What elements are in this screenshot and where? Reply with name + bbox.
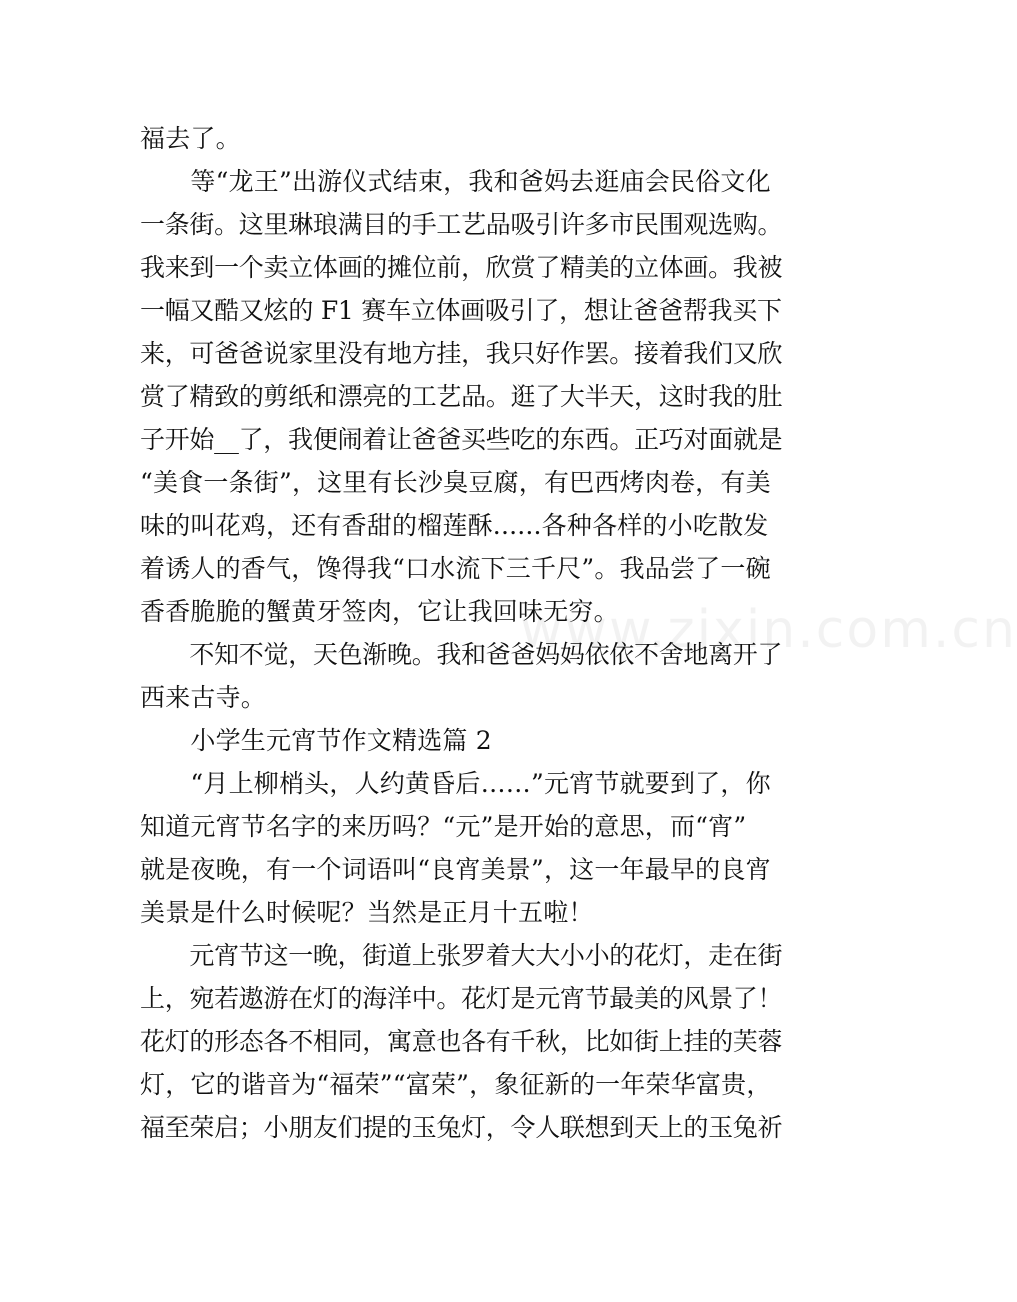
text-line: 美景是什么时候呢？当然是正月十五啦！ <box>140 898 594 927</box>
text-line: 来，可爸爸说家里没有地方挂，我只好作罢。接着我们又欣 <box>140 339 783 368</box>
text-line: 福至荣启；小朋友们提的玉兔灯，令人联想到天上的玉兔祈 <box>140 1113 783 1142</box>
text-line: 赏了精致的剪纸和漂亮的工艺品。逛了大半天，这时我的肚 <box>140 382 783 411</box>
text-line: 我来到一个卖立体画的摊位前，欣赏了精美的立体画。我被 <box>140 253 783 282</box>
text-line: 花灯的形态各不相同，寓意也各有千秋，比如街上挂的芙蓉 <box>140 1027 783 1056</box>
text-line: 味的叫花鸡，还有香甜的榴莲酥......各种各样的小吃散发 <box>140 511 769 540</box>
text-line: 香香脆脆的蟹黄牙签肉，它让我回味无穷。 <box>140 597 619 626</box>
text-line: 不知不觉，天色渐晚。我和爸爸妈妈依依不舍地离开了 <box>140 640 783 669</box>
text-line: 西来古寺。 <box>140 683 267 712</box>
text-line: 子开始__了，我便闹着让爸爸买些吃的东西。正巧对面就是 <box>140 425 783 454</box>
watermark: www.zixin.com.cn <box>520 600 1017 660</box>
text-line: 一条街。这里琳琅满目的手工艺品吸引许多市民围观选购。 <box>140 210 783 239</box>
text-line: 就是夜晚，有一个词语叫“良宵美景”，这一年最早的良宵 <box>140 855 771 884</box>
text-line: 着诱人的香气，馋得我“口水流下三千尺”。我品尝了一碗 <box>140 554 771 583</box>
text-line: 元宵节这一晚，街道上张罗着大大小小的花灯，走在街 <box>140 941 783 970</box>
section-heading: 小学生元宵节作文精选篇 2 <box>140 726 492 755</box>
text-line: “月上柳梢头，人约黄昏后……”元宵节就要到了，你 <box>140 769 771 798</box>
text-line: 等“龙王”出游仪式结束，我和爸妈去逛庙会民俗文化 <box>140 167 771 196</box>
text-line: 福去了。 <box>140 124 241 153</box>
text-line: “美食一条街”，这里有长沙臭豆腐，有巴西烤肉卷，有美 <box>140 468 771 497</box>
text-line: 知道元宵节名字的来历吗？“元”是开始的意思，而“宵” <box>140 812 747 841</box>
text-line: 一幅又酷又炫的 F1 赛车立体画吸引了，想让爸爸帮我买下 <box>140 296 782 325</box>
text-line: 上，宛若遨游在灯的海洋中。花灯是元宵节最美的风景了！ <box>140 984 783 1013</box>
text-line: 灯，它的谐音为“福荣”“富荣”，象征新的一年荣华富贵， <box>140 1070 772 1099</box>
